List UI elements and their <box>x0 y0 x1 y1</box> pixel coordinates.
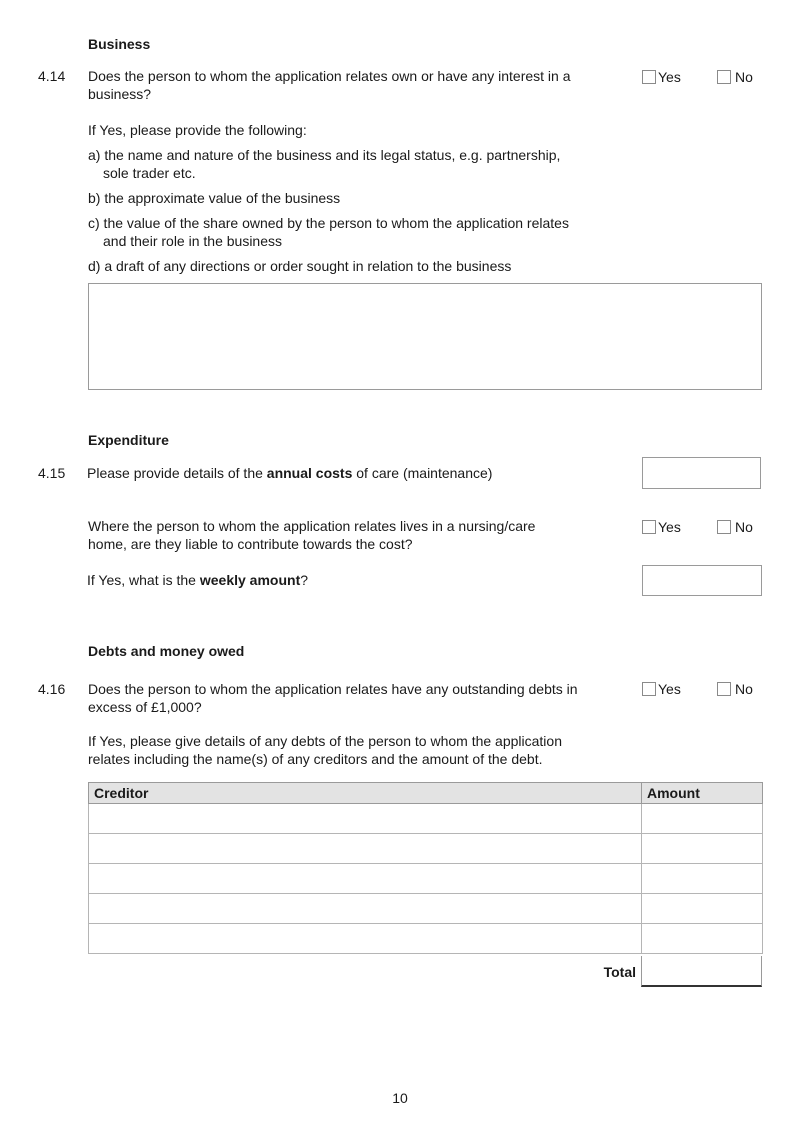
question-number-4-16: 4.16 <box>38 681 66 697</box>
business-question: Does the person to whom the application relates own or have any interest in a business? <box>88 68 571 102</box>
debts-yes-label: Yes <box>658 681 681 697</box>
business-item-c: c) the value of the share owned by the person to whom the application relates <box>88 215 569 231</box>
amount-cell[interactable] <box>642 924 763 954</box>
table-header-row <box>89 783 763 804</box>
annual-costs-input[interactable] <box>642 457 761 489</box>
amount-cell[interactable] <box>642 804 763 834</box>
page-number: 10 <box>392 1090 408 1106</box>
debts-no-checkbox[interactable] <box>717 682 731 696</box>
weekly-amount-input[interactable] <box>642 565 762 596</box>
business-yes-checkbox[interactable] <box>642 70 656 84</box>
business-item-a: a) the name and nature of the business and its legal status, e.g. partnership, <box>88 147 561 163</box>
amount-column-header: Amount <box>642 783 763 804</box>
question-number-4-14: 4.14 <box>38 68 66 84</box>
creditor-cell[interactable] <box>89 894 642 924</box>
business-yes-label: Yes <box>658 69 681 85</box>
business-no-checkbox[interactable] <box>717 70 731 84</box>
total-amount-input[interactable] <box>641 956 762 987</box>
creditor-cell[interactable] <box>89 864 642 894</box>
creditor-cell[interactable] <box>89 924 642 954</box>
creditor-column-header: Creditor <box>89 783 642 804</box>
business-heading: Business <box>88 36 151 52</box>
table-row <box>89 894 763 924</box>
business-item-b: b) the approximate value of the business <box>88 190 341 206</box>
annual-costs-question: Please provide details of the annual costs of care (maintenance) <box>87 465 493 481</box>
debts-heading: Debts and money owed <box>88 643 245 659</box>
table-row <box>89 864 763 894</box>
table-row <box>89 804 763 834</box>
business-intro: If Yes, please provide the following: <box>88 122 307 138</box>
business-item-a-cont: sole trader etc. <box>103 165 196 181</box>
debts-yes-checkbox[interactable] <box>642 682 656 696</box>
amount-cell[interactable] <box>642 894 763 924</box>
care-home-question: Where the person to whom the application relates lives in a nursing/care home, are they liable to contribute towards the cost? <box>88 518 536 552</box>
weekly-amount-question: If Yes, what is the weekly amount? <box>87 572 309 588</box>
amount-cell[interactable] <box>642 864 763 894</box>
business-details-textarea[interactable] <box>88 283 762 390</box>
care-yes-label: Yes <box>658 519 681 535</box>
question-number-4-15: 4.15 <box>38 465 66 481</box>
amount-cell[interactable] <box>642 834 763 864</box>
creditor-cell[interactable] <box>89 834 642 864</box>
table-row <box>89 924 763 954</box>
business-no-label: No <box>735 69 753 85</box>
care-no-checkbox[interactable] <box>717 520 731 534</box>
debts-no-label: No <box>735 681 753 697</box>
table-row <box>89 834 763 864</box>
care-no-label: No <box>735 519 753 535</box>
debts-question: Does the person to whom the application relates have any outstanding debts in excess of £1,000? <box>88 681 578 715</box>
total-label: Total <box>603 964 636 980</box>
debts-table <box>88 782 763 954</box>
business-item-d: d) a draft of any directions or order sought in relation to the business <box>88 258 512 274</box>
expenditure-heading: Expenditure <box>88 432 169 448</box>
creditor-cell[interactable] <box>89 804 642 834</box>
debts-intro: If Yes, please give details of any debts of the person to whom the application relates including the name(s) of any creditors and the amount of the debt. <box>88 733 562 767</box>
business-item-c-cont: and their role in the business <box>103 233 282 249</box>
care-yes-checkbox[interactable] <box>642 520 656 534</box>
